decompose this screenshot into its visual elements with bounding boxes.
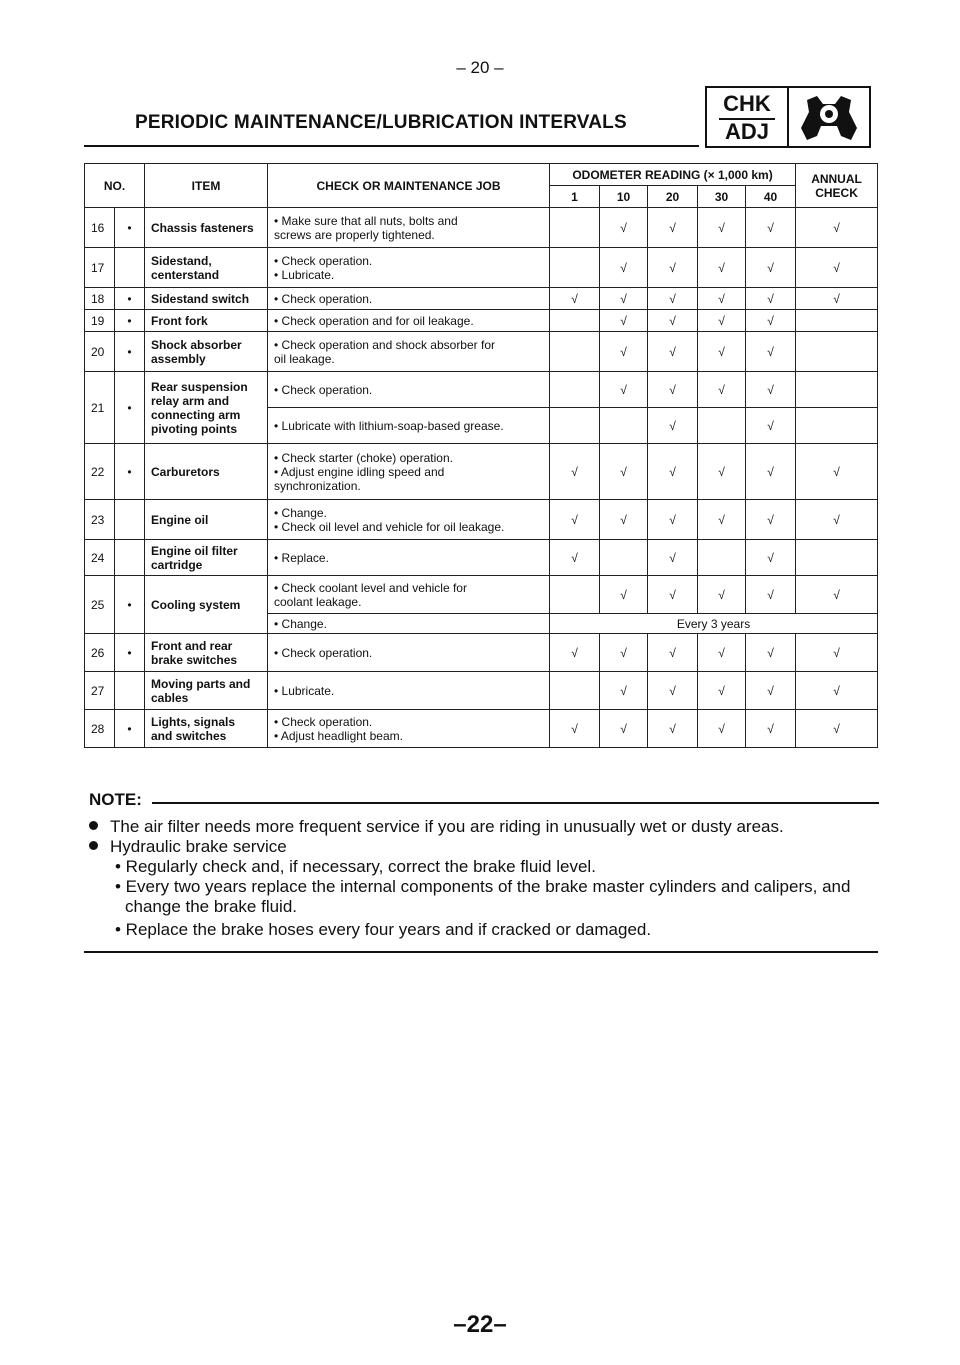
row-number: 26 xyxy=(85,634,115,672)
row-item-line: Moving parts and xyxy=(151,676,251,691)
note-text: • Replace the brake hoses every four years and if cracked or damaged. xyxy=(115,920,652,939)
table-row xyxy=(85,710,878,748)
row-star: • xyxy=(115,444,145,500)
check-mark: √ xyxy=(648,576,698,614)
check-mark xyxy=(698,540,746,576)
row-job-line: • Replace. xyxy=(274,550,329,565)
row-item xyxy=(145,634,268,672)
page-number-bottom: –22– xyxy=(453,1311,507,1338)
row-number: 17 xyxy=(85,248,115,288)
row-job-line: • Check operation. xyxy=(274,291,373,306)
header-odometer: ODOMETER READING (× 1,000 km) xyxy=(550,164,796,186)
row-item xyxy=(145,332,268,372)
check-mark: √ xyxy=(796,634,878,672)
check-mark xyxy=(550,208,600,248)
check-mark: √ xyxy=(600,634,648,672)
check-mark: √ xyxy=(698,444,746,500)
check-mark: √ xyxy=(746,710,796,748)
row-number: 21 xyxy=(85,372,115,444)
check-mark xyxy=(600,408,648,444)
row-item-line: brake switches xyxy=(151,652,238,667)
row-item-line: Cooling system xyxy=(151,597,241,612)
check-mark: √ xyxy=(600,372,648,408)
note-text: change the brake fluid. xyxy=(125,897,298,916)
row-item xyxy=(145,208,268,248)
check-mark xyxy=(550,248,600,288)
row-item-line: cables xyxy=(151,690,189,705)
check-mark xyxy=(550,672,600,710)
check-mark: √ xyxy=(698,372,746,408)
row-star xyxy=(115,248,145,288)
row-item-line: cartridge xyxy=(151,557,203,572)
row-item xyxy=(145,672,268,710)
row-number: 18 xyxy=(85,288,115,310)
row-job-line: coolant leakage. xyxy=(274,594,362,609)
check-mark: √ xyxy=(796,444,878,500)
row-job-line: • Change. xyxy=(274,616,327,631)
check-mark: √ xyxy=(648,540,698,576)
table-row xyxy=(85,444,878,500)
row-job xyxy=(268,332,550,372)
row-item-line: Rear suspension xyxy=(151,379,248,394)
check-mark: √ xyxy=(746,310,796,332)
check-mark: √ xyxy=(746,208,796,248)
wrench-icon xyxy=(793,92,865,144)
row-item xyxy=(145,540,268,576)
row-job xyxy=(268,500,550,540)
row-star xyxy=(115,540,145,576)
check-mark: √ xyxy=(550,710,600,748)
row-item-line: Lights, signals xyxy=(151,714,236,729)
check-mark: √ xyxy=(550,444,600,500)
check-mark: √ xyxy=(698,634,746,672)
check-mark: √ xyxy=(746,672,796,710)
check-mark xyxy=(796,310,878,332)
check-mark: √ xyxy=(698,710,746,748)
bottom-rule xyxy=(84,951,878,953)
row-item-line: relay arm and xyxy=(151,393,230,408)
row-job xyxy=(268,614,550,634)
table-row xyxy=(85,540,878,576)
row-item xyxy=(145,444,268,500)
row-job xyxy=(268,540,550,576)
header-no: NO. xyxy=(85,164,145,208)
row-job-line: • Check oil level and vehicle for oil leakage. xyxy=(274,519,505,534)
row-item-line: connecting arm xyxy=(151,407,241,422)
check-mark: √ xyxy=(600,672,648,710)
check-mark: √ xyxy=(796,672,878,710)
check-mark: √ xyxy=(698,672,746,710)
row-star: • xyxy=(115,310,145,332)
row-number: 19 xyxy=(85,310,115,332)
row-job xyxy=(268,634,550,672)
page-title: PERIODIC MAINTENANCE/LUBRICATION INTERVALS xyxy=(135,112,627,133)
check-mark: √ xyxy=(600,288,648,310)
check-mark xyxy=(550,576,600,614)
row-star: • xyxy=(115,372,145,444)
check-mark: √ xyxy=(550,500,600,540)
check-mark: √ xyxy=(746,288,796,310)
row-job xyxy=(268,710,550,748)
check-mark: √ xyxy=(698,248,746,288)
badge-vertical-divider xyxy=(787,88,789,146)
row-job xyxy=(268,444,550,500)
row-item xyxy=(145,288,268,310)
table-row xyxy=(85,288,878,310)
row-number: 24 xyxy=(85,540,115,576)
check-mark: √ xyxy=(698,500,746,540)
row-job-line: • Lubricate. xyxy=(274,683,335,698)
row-job-line: screws are properly tightened. xyxy=(274,227,435,242)
row-job-line: • Check starter (choke) operation. xyxy=(274,450,453,465)
row-star: • xyxy=(115,710,145,748)
row-job-line: • Check operation and shock absorber for xyxy=(274,337,495,352)
table-row xyxy=(85,576,878,614)
check-mark: √ xyxy=(796,208,878,248)
check-mark: √ xyxy=(648,310,698,332)
row-job-line: oil leakage. xyxy=(274,351,335,366)
check-mark xyxy=(796,372,878,408)
row-job-line: • Check operation. xyxy=(274,645,373,660)
check-mark: √ xyxy=(796,710,878,748)
row-item-line: Front fork xyxy=(151,313,208,328)
check-mark: √ xyxy=(600,310,648,332)
row-number: 27 xyxy=(85,672,115,710)
row-item xyxy=(145,248,268,288)
table-body xyxy=(85,208,878,748)
check-mark: √ xyxy=(698,576,746,614)
table-row xyxy=(85,310,878,332)
note-line xyxy=(115,877,850,897)
bullet-icon xyxy=(89,821,98,830)
check-mark: √ xyxy=(600,576,648,614)
header-item: ITEM xyxy=(145,164,268,208)
check-mark: √ xyxy=(648,710,698,748)
row-job xyxy=(268,248,550,288)
row-number: 23 xyxy=(85,500,115,540)
every-3-years: Every 3 years xyxy=(550,614,878,634)
row-star: • xyxy=(115,576,145,634)
row-job-line: • Check operation. xyxy=(274,382,373,397)
row-job xyxy=(268,672,550,710)
maintenance-table xyxy=(84,163,878,748)
row-star: • xyxy=(115,288,145,310)
row-star: • xyxy=(115,208,145,248)
check-mark: √ xyxy=(698,288,746,310)
row-job-line: • Adjust headlight beam. xyxy=(274,728,403,743)
row-item-line: Front and rear xyxy=(151,638,233,653)
check-mark: √ xyxy=(550,540,600,576)
check-mark xyxy=(550,332,600,372)
note-line xyxy=(89,837,287,857)
row-job xyxy=(268,310,550,332)
check-mark xyxy=(796,540,878,576)
row-item-line: and switches xyxy=(151,728,227,743)
table-row xyxy=(85,332,878,372)
check-mark: √ xyxy=(600,710,648,748)
check-mark xyxy=(550,310,600,332)
check-mark: √ xyxy=(746,634,796,672)
check-mark: √ xyxy=(698,332,746,372)
check-mark: √ xyxy=(550,288,600,310)
note-text: • Every two years replace the internal components of the brake master cylinders and calipers, and xyxy=(115,877,851,896)
badge-chk-label: CHK xyxy=(723,91,771,116)
note-rule xyxy=(152,802,879,804)
row-item-line: Carburetors xyxy=(151,464,220,479)
header-km: 30 xyxy=(698,186,746,208)
table-row xyxy=(85,372,878,408)
row-item xyxy=(145,576,268,634)
table-row xyxy=(85,500,878,540)
check-mark xyxy=(796,408,878,444)
row-number: 20 xyxy=(85,332,115,372)
row-job xyxy=(268,576,550,614)
row-star xyxy=(115,500,145,540)
row-star xyxy=(115,672,145,710)
check-mark: √ xyxy=(698,208,746,248)
check-mark: √ xyxy=(600,248,648,288)
row-item-line: Shock absorber xyxy=(151,337,242,352)
note-text: The air filter needs more frequent service if you are riding in unusually wet or dusty areas. xyxy=(110,817,784,836)
check-mark xyxy=(698,408,746,444)
check-mark: √ xyxy=(746,408,796,444)
check-mark: √ xyxy=(600,332,648,372)
header-annual-line: ANNUAL xyxy=(811,171,862,186)
check-mark: √ xyxy=(648,372,698,408)
check-mark: √ xyxy=(796,248,878,288)
table-row xyxy=(85,634,878,672)
row-item-line: pivoting points xyxy=(151,421,237,436)
check-mark: √ xyxy=(648,288,698,310)
note-line xyxy=(89,817,784,837)
chk-adj-badge xyxy=(705,86,871,148)
header-km: 10 xyxy=(600,186,648,208)
row-item-line: Chassis fasteners xyxy=(151,220,254,235)
header-job: CHECK OR MAINTENANCE JOB xyxy=(268,164,550,208)
row-star: • xyxy=(115,332,145,372)
check-mark: √ xyxy=(746,332,796,372)
row-item-line: Engine oil filter xyxy=(151,543,238,558)
row-number: 28 xyxy=(85,710,115,748)
check-mark: √ xyxy=(698,310,746,332)
title-underline xyxy=(84,145,699,147)
row-item xyxy=(145,500,268,540)
table-row xyxy=(85,208,878,248)
header-km: 40 xyxy=(746,186,796,208)
row-job xyxy=(268,372,550,408)
check-mark: √ xyxy=(648,672,698,710)
check-mark xyxy=(550,372,600,408)
row-item-line: centerstand xyxy=(151,267,220,282)
check-mark: √ xyxy=(746,248,796,288)
check-mark: √ xyxy=(796,500,878,540)
row-job-line: • Check operation. xyxy=(274,253,373,268)
row-item-line: assembly xyxy=(151,351,206,366)
note-line xyxy=(125,897,297,917)
row-job xyxy=(268,408,550,444)
check-mark: √ xyxy=(648,500,698,540)
row-item-line: Sidestand, xyxy=(151,253,212,268)
row-item-line: Engine oil xyxy=(151,512,209,527)
check-mark: √ xyxy=(746,444,796,500)
page-number-top: – 20 – xyxy=(456,58,504,77)
check-mark: √ xyxy=(648,248,698,288)
row-star: • xyxy=(115,634,145,672)
row-item-line: Sidestand switch xyxy=(151,291,250,306)
row-job-line: • Change. xyxy=(274,505,327,520)
table-row xyxy=(85,248,878,288)
row-number: 22 xyxy=(85,444,115,500)
check-mark: √ xyxy=(648,634,698,672)
check-mark: √ xyxy=(648,444,698,500)
check-mark: √ xyxy=(600,208,648,248)
row-job-line: • Adjust engine idling speed and xyxy=(274,464,445,479)
check-mark: √ xyxy=(796,288,878,310)
note-line xyxy=(115,857,596,877)
check-mark: √ xyxy=(550,634,600,672)
row-job-line: • Lubricate. xyxy=(274,267,335,282)
note-text: • Regularly check and, if necessary, correct the brake fluid level. xyxy=(115,857,596,876)
check-mark: √ xyxy=(746,500,796,540)
bullet-icon xyxy=(89,841,98,850)
row-job-line: • Check operation and for oil leakage. xyxy=(274,313,474,328)
check-mark xyxy=(550,408,600,444)
check-mark: √ xyxy=(648,332,698,372)
check-mark: √ xyxy=(796,576,878,614)
note-text: Hydraulic brake service xyxy=(110,837,287,856)
row-item xyxy=(145,372,268,444)
header-annual-line: CHECK xyxy=(815,185,858,200)
check-mark: √ xyxy=(746,576,796,614)
check-mark: √ xyxy=(746,540,796,576)
table-row xyxy=(85,672,878,710)
check-mark xyxy=(600,540,648,576)
row-number: 25 xyxy=(85,576,115,634)
row-job xyxy=(268,208,550,248)
row-job-line: • Check coolant level and vehicle for xyxy=(274,580,467,595)
row-job-line: • Make sure that all nuts, bolts and xyxy=(274,213,458,228)
check-mark: √ xyxy=(746,372,796,408)
row-job-line: synchronization. xyxy=(274,478,361,493)
badge-adj-label: ADJ xyxy=(724,119,769,144)
check-mark xyxy=(796,332,878,372)
row-number: 16 xyxy=(85,208,115,248)
header-km: 20 xyxy=(648,186,698,208)
check-mark: √ xyxy=(648,408,698,444)
check-mark: √ xyxy=(648,208,698,248)
row-job xyxy=(268,288,550,310)
header-km: 1 xyxy=(550,186,600,208)
note-label: NOTE: xyxy=(89,790,142,809)
check-mark: √ xyxy=(600,444,648,500)
check-mark: √ xyxy=(600,500,648,540)
row-job-line: • Lubricate with lithium-soap-based grease. xyxy=(274,418,504,433)
note-line xyxy=(115,920,651,940)
header-annual xyxy=(796,164,878,208)
row-job-line: • Check operation. xyxy=(274,714,373,729)
row-item xyxy=(145,310,268,332)
row-item xyxy=(145,710,268,748)
